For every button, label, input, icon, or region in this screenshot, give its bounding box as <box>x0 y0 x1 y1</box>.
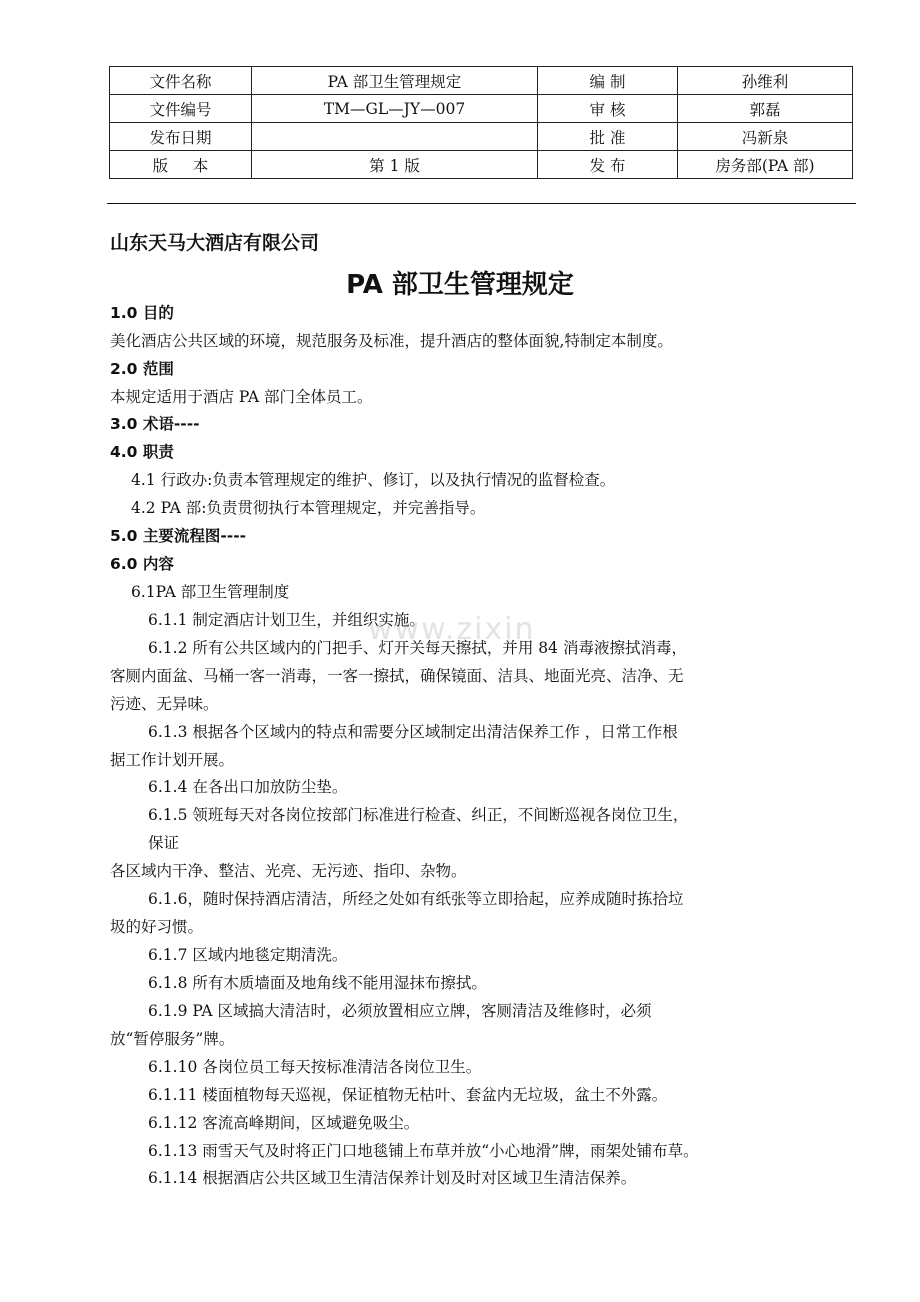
table-row <box>110 123 853 151</box>
paragraph: 6.1.10 各岗位员工每天按标准清洁各岗位卫生。 <box>148 1058 482 1076</box>
table-cell: 第 1 版 <box>252 151 538 179</box>
paragraph: 据工作计划开展。 <box>110 751 235 769</box>
document-title: PA 部卫生管理规定 <box>346 270 574 300</box>
paragraph: 6.1.13 雨雪天气及时将正门口地毯铺上布草并放“小心地滑”牌，雨架处铺布草。 <box>148 1142 699 1160</box>
table-cell <box>252 123 538 151</box>
table-row <box>110 67 853 95</box>
table-cell: PA 部卫生管理规定 <box>252 67 538 95</box>
paragraph: 美化酒店公共区域的环境，规范服务及标准，提升酒店的整体面貌,特制定本制度。 <box>110 332 673 350</box>
paragraph: 6.1.9 PA 区域搞大清洁时，必须放置相应立牌，客厕清洁及维修时，必须 <box>148 1002 652 1020</box>
paragraph: 6.1.1 制定酒店计划卫生，并组织实施。 <box>148 611 425 629</box>
section-heading: 6.0 内容 <box>110 555 174 573</box>
table-cell: 房务部(PA 部) <box>678 151 853 179</box>
list-item: 4.2 PA 部:负责贯彻执行本管理规定，并完善指导。 <box>131 499 486 517</box>
table-row <box>110 95 853 123</box>
section-heading: 3.0 术语---- <box>110 415 200 433</box>
list-item: 4.1 行政办:负责本管理规定的维护、修订，以及执行情况的监督检查。 <box>131 471 616 489</box>
section-heading: 1.0 目的 <box>110 304 174 322</box>
header-divider <box>107 203 856 204</box>
paragraph: 6.1.5 领班每天对各岗位按部门标准进行检查、纠正，不间断巡视各岗位卫生， <box>148 806 689 824</box>
paragraph: 6.1.4 在各出口加放防尘垫。 <box>148 778 348 796</box>
paragraph: 各区域内干净、整洁、光亮、无污迹、指印、杂物。 <box>110 862 467 880</box>
table-cell: 郭磊 <box>678 95 853 123</box>
paragraph: 6.1.6，随时保持酒店清洁，所经之处如有纸张等立即拾起，应养成随时拣拾垃 <box>148 890 684 908</box>
paragraph: 6.1.2 所有公共区域内的门把手、灯开关每天擦拭，并用 84 消毒液擦拭消毒， <box>148 639 687 657</box>
watermark: www.zixin <box>368 612 536 647</box>
paragraph: 6.1.8 所有木质墙面及地角线不能用湿抹布擦拭。 <box>148 974 487 992</box>
paragraph: 污迹、无异味。 <box>110 695 219 713</box>
section-heading: 5.0 主要流程图---- <box>110 527 247 545</box>
document-info-table <box>109 66 853 179</box>
table-cell: 批 准 <box>538 123 678 151</box>
table-cell: TM—GL—JY—007 <box>252 95 538 123</box>
subsection-heading: 6.1PA 部卫生管理制度 <box>131 583 290 601</box>
table-cell: 孙维利 <box>678 67 853 95</box>
section-heading: 4.0 职责 <box>110 443 174 461</box>
table-cell: 文件名称 <box>110 67 252 95</box>
table-cell: 冯新泉 <box>678 123 853 151</box>
paragraph: 6.1.11 楼面植物每天巡视，保证植物无枯叶、套盆内无垃圾，盆土不外露。 <box>148 1086 668 1104</box>
paragraph: 本规定适用于酒店 PA 部门全体员工。 <box>110 388 373 406</box>
table-cell: 发布日期 <box>110 123 252 151</box>
table-cell: 发 布 <box>538 151 678 179</box>
table-row <box>110 151 853 179</box>
paragraph: 圾的好习惯。 <box>110 918 204 936</box>
table-cell: 编 制 <box>538 67 678 95</box>
paragraph: 6.1.3 根据各个区域内的特点和需要分区域制定出清洁保养工作 ，日常工作根 <box>148 723 678 741</box>
paragraph: 6.1.12 客流高峰期间，区域避免吸尘。 <box>148 1114 420 1132</box>
table-cell: 审 核 <box>538 95 678 123</box>
section-heading: 2.0 范围 <box>110 360 174 378</box>
table-cell: 文件编号 <box>110 95 252 123</box>
table-cell: 版 本 <box>110 151 252 179</box>
paragraph: 6.1.14 根据酒店公共区域卫生清洁保养计划及时对区域卫生清洁保养。 <box>148 1169 637 1187</box>
paragraph: 保证 <box>148 834 180 852</box>
paragraph: 放“暂停服务”牌。 <box>110 1030 235 1048</box>
company-name: 山东天马大酒店有限公司 <box>110 232 320 254</box>
paragraph: 6.1.7 区域内地毯定期清洗。 <box>148 946 348 964</box>
paragraph: 客厕内面盆、马桶一客一消毒，一客一擦拭，确保镜面、洁具、地面光亮、洁净、无 <box>110 667 684 685</box>
